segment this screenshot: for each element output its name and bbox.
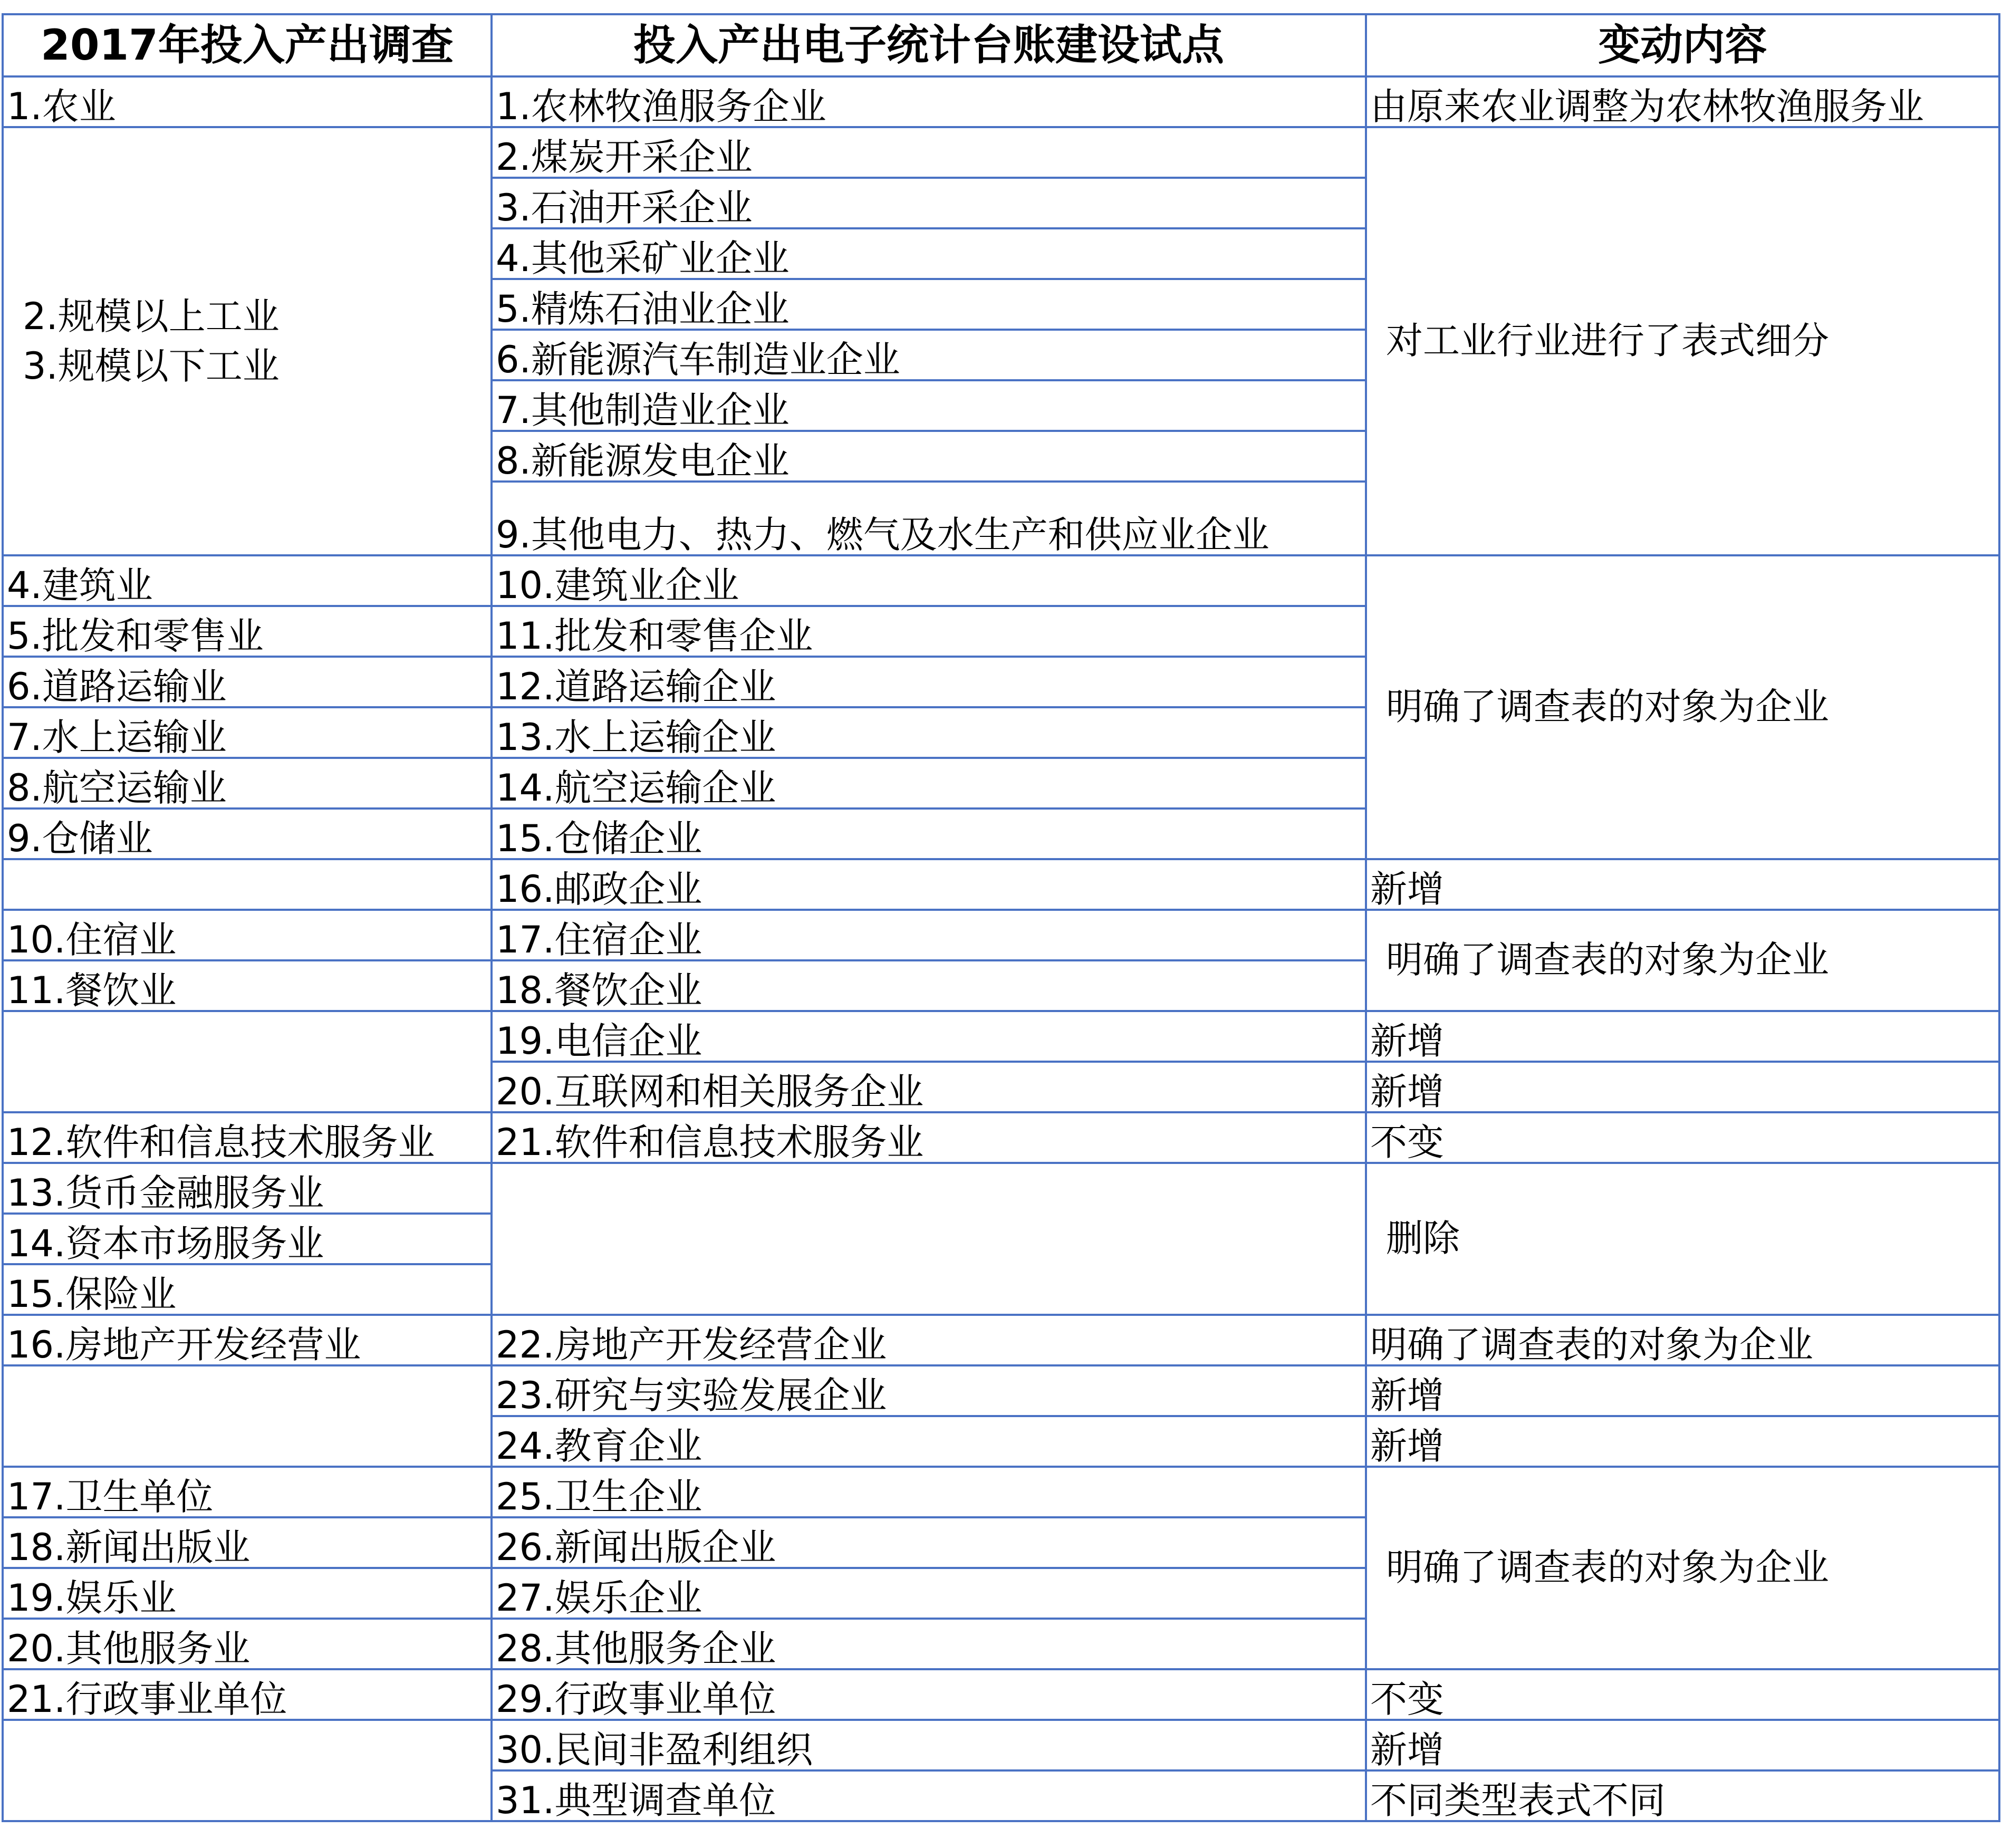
table-row	[3, 76, 1999, 127]
table-row	[3, 1011, 1999, 1062]
cell-pilot: 4.其他采矿业企业	[492, 228, 1366, 279]
cell-pilot: 12.道路运输企业	[492, 657, 1366, 707]
cell-2017: 15.保险业	[3, 1264, 492, 1315]
cell-pilot: 3.石油开采企业	[492, 178, 1366, 228]
header-2017-survey: 2017年投入产出调查	[3, 14, 492, 76]
cell-2017: 17.卫生单位	[3, 1467, 492, 1517]
cell-pilot: 21.软件和信息技术服务业	[492, 1112, 1366, 1163]
cell-pilot: 24.教育企业	[492, 1416, 1366, 1467]
cell-pilot: 30.民间非盈利组织	[492, 1720, 1366, 1770]
cell-2017: 20.其他服务业	[3, 1619, 492, 1669]
cell-pilot: 17.住宿企业	[492, 910, 1366, 960]
header-pilot: 投入产出电子统计台账建设试点	[492, 14, 1366, 76]
cell-pilot: 13.水上运输企业	[492, 707, 1366, 758]
cell-pilot: 25.卫生企业	[492, 1467, 1366, 1517]
table-row	[3, 1467, 1999, 1517]
comparison-table	[2, 13, 2000, 1822]
cell-2017-empty	[3, 1011, 492, 1112]
cell-2017-empty	[3, 859, 492, 910]
cell-pilot: 7.其他制造业企业	[492, 380, 1366, 431]
cell-pilot-empty	[492, 1163, 1366, 1315]
cell-pilot: 19.电信企业	[492, 1011, 1366, 1062]
cell-2017: 13.货币金融服务业	[3, 1163, 492, 1214]
table-row	[3, 1365, 1999, 1416]
cell-pilot: 9.其他电力、热力、燃气及水生产和供应业企业	[492, 482, 1366, 555]
cell-change-food: 明确了调查表的对象为企业	[1366, 910, 1999, 1011]
cell-2017-empty	[3, 1720, 492, 1821]
cell-2017: 8.航空运输业	[3, 758, 492, 808]
table-row	[3, 1112, 1999, 1163]
cell-2017: 7.水上运输业	[3, 707, 492, 758]
header-row	[3, 14, 1999, 76]
cell-pilot: 6.新能源汽车制造业企业	[492, 330, 1366, 380]
cell-change: 不同类型表式不同	[1366, 1770, 1999, 1821]
cell-pilot: 29.行政事业单位	[492, 1669, 1366, 1720]
cell-pilot: 14.航空运输企业	[492, 758, 1366, 808]
cell-change: 新增	[1366, 1416, 1999, 1467]
cell-2017-line: 2.规模以上工业	[23, 294, 280, 338]
cell-2017: 19.娱乐业	[3, 1568, 492, 1619]
cell-change-services: 明确了调查表的对象为企业	[1366, 1467, 1999, 1669]
cell-2017: 16.房地产开发经营业	[3, 1315, 492, 1365]
cell-pilot: 31.典型调查单位	[492, 1770, 1366, 1821]
cell-pilot: 26.新闻出版企业	[492, 1517, 1366, 1568]
cell-change: 新增	[1366, 859, 1999, 910]
cell-change: 新增	[1366, 1011, 1999, 1062]
cell-pilot: 18.餐饮企业	[492, 960, 1366, 1011]
table-row	[3, 859, 1999, 910]
cell-change: 不变	[1366, 1669, 1999, 1720]
cell-2017: 1.农业	[3, 76, 492, 127]
cell-2017: 18.新闻出版业	[3, 1517, 492, 1568]
table-row	[3, 1315, 1999, 1365]
cell-2017-empty	[3, 1365, 492, 1467]
table-row	[3, 127, 1999, 178]
table-row	[3, 555, 1999, 606]
cell-2017: 10.住宿业	[3, 910, 492, 960]
cell-change: 新增	[1366, 1365, 1999, 1416]
cell-change-transport: 明确了调查表的对象为企业	[1366, 555, 1999, 859]
cell-pilot: 2.煤炭开采企业	[492, 127, 1366, 178]
cell-pilot: 22.房地产开发经营企业	[492, 1315, 1366, 1365]
cell-change: 由原来农业调整为农林牧渔服务业	[1366, 76, 1999, 127]
header-changes: 变动内容	[1366, 14, 1999, 76]
cell-change: 明确了调查表的对象为企业	[1366, 1315, 1999, 1365]
cell-change-industry: 对工业行业进行了表式细分	[1366, 127, 1999, 555]
cell-pilot: 5.精炼石油业企业	[492, 279, 1366, 330]
table-row	[3, 1163, 1999, 1214]
cell-2017: 11.餐饮业	[3, 960, 492, 1011]
cell-pilot: 28.其他服务企业	[492, 1619, 1366, 1669]
table-row	[3, 1720, 1999, 1770]
cell-pilot: 15.仓储企业	[492, 808, 1366, 859]
cell-2017: 12.软件和信息技术服务业	[3, 1112, 492, 1163]
cell-2017: 4.建筑业	[3, 555, 492, 606]
cell-2017-line: 3.规模以下工业	[23, 344, 280, 388]
cell-pilot: 23.研究与实验发展企业	[492, 1365, 1366, 1416]
cell-change: 不变	[1366, 1112, 1999, 1163]
table-container	[2, 13, 2000, 1822]
cell-pilot: 20.互联网和相关服务企业	[492, 1062, 1366, 1112]
cell-pilot: 16.邮政企业	[492, 859, 1366, 910]
cell-2017: 6.道路运输业	[3, 657, 492, 707]
cell-2017: 14.资本市场服务业	[3, 1214, 492, 1264]
cell-pilot: 8.新能源发电企业	[492, 431, 1366, 482]
cell-pilot: 27.娱乐企业	[492, 1568, 1366, 1619]
table-row	[3, 910, 1999, 960]
cell-pilot: 1.农林牧渔服务企业	[492, 76, 1366, 127]
cell-2017-industry-group	[3, 127, 492, 555]
cell-2017: 9.仓储业	[3, 808, 492, 859]
cell-2017: 21.行政事业单位	[3, 1669, 492, 1720]
cell-pilot: 10.建筑业企业	[492, 555, 1366, 606]
cell-2017: 5.批发和零售业	[3, 606, 492, 657]
cell-pilot: 11.批发和零售企业	[492, 606, 1366, 657]
table-row	[3, 1669, 1999, 1720]
cell-change-finance: 删除	[1366, 1163, 1999, 1315]
cell-change: 新增	[1366, 1720, 1999, 1770]
cell-change: 新增	[1366, 1062, 1999, 1112]
